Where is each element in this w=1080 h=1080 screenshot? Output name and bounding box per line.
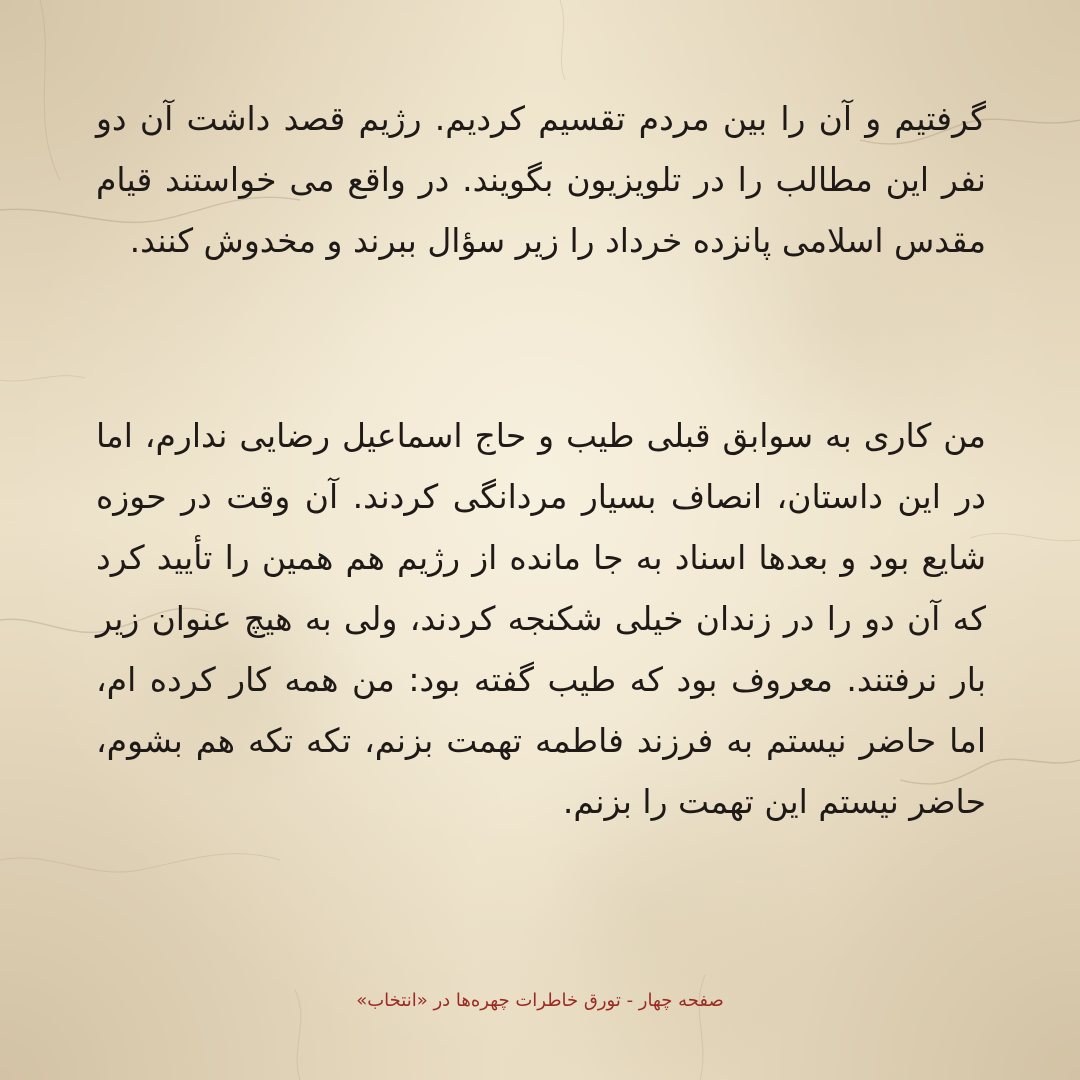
paragraph-2: من کاری به سوابق قبلی طیب و حاج اسماعیل رضایی ندارم، اما در این داستان، انصاف بسیار مردانگی کردند. آن وقت در حوزه شایع بود و بعدها اسناد به جا مانده از رژیم هم همین را تأیید کرد که آن دو را در زندان خیلی شکنجه کردند، ولی به هیچ عنوان زیر بار نرفتند. معروف بود که طیب گفته بود: من همه کار کرده ام، اما حاضر نیستم به فرزند فاطمه تهمت بزنم، تکه تکه هم بشوم، حاضر نیستم این تهمت را بزنم. xyxy=(96,416,986,821)
page-caption: صفحه چهار - تورق خاطرات چهره‌ها در «انتخاب» xyxy=(356,990,724,1011)
paragraph-1: گرفتیم و آن را بین مردم تقسیم کردیم. رژیم قصد داشت آن دو نفر این مطالب را در تلویزیون بگویند. در واقع می خواستند قیام مقدس اسلامی پانزده خرداد را زیر سؤال ببرند و مخدوش کنند. xyxy=(96,99,986,260)
